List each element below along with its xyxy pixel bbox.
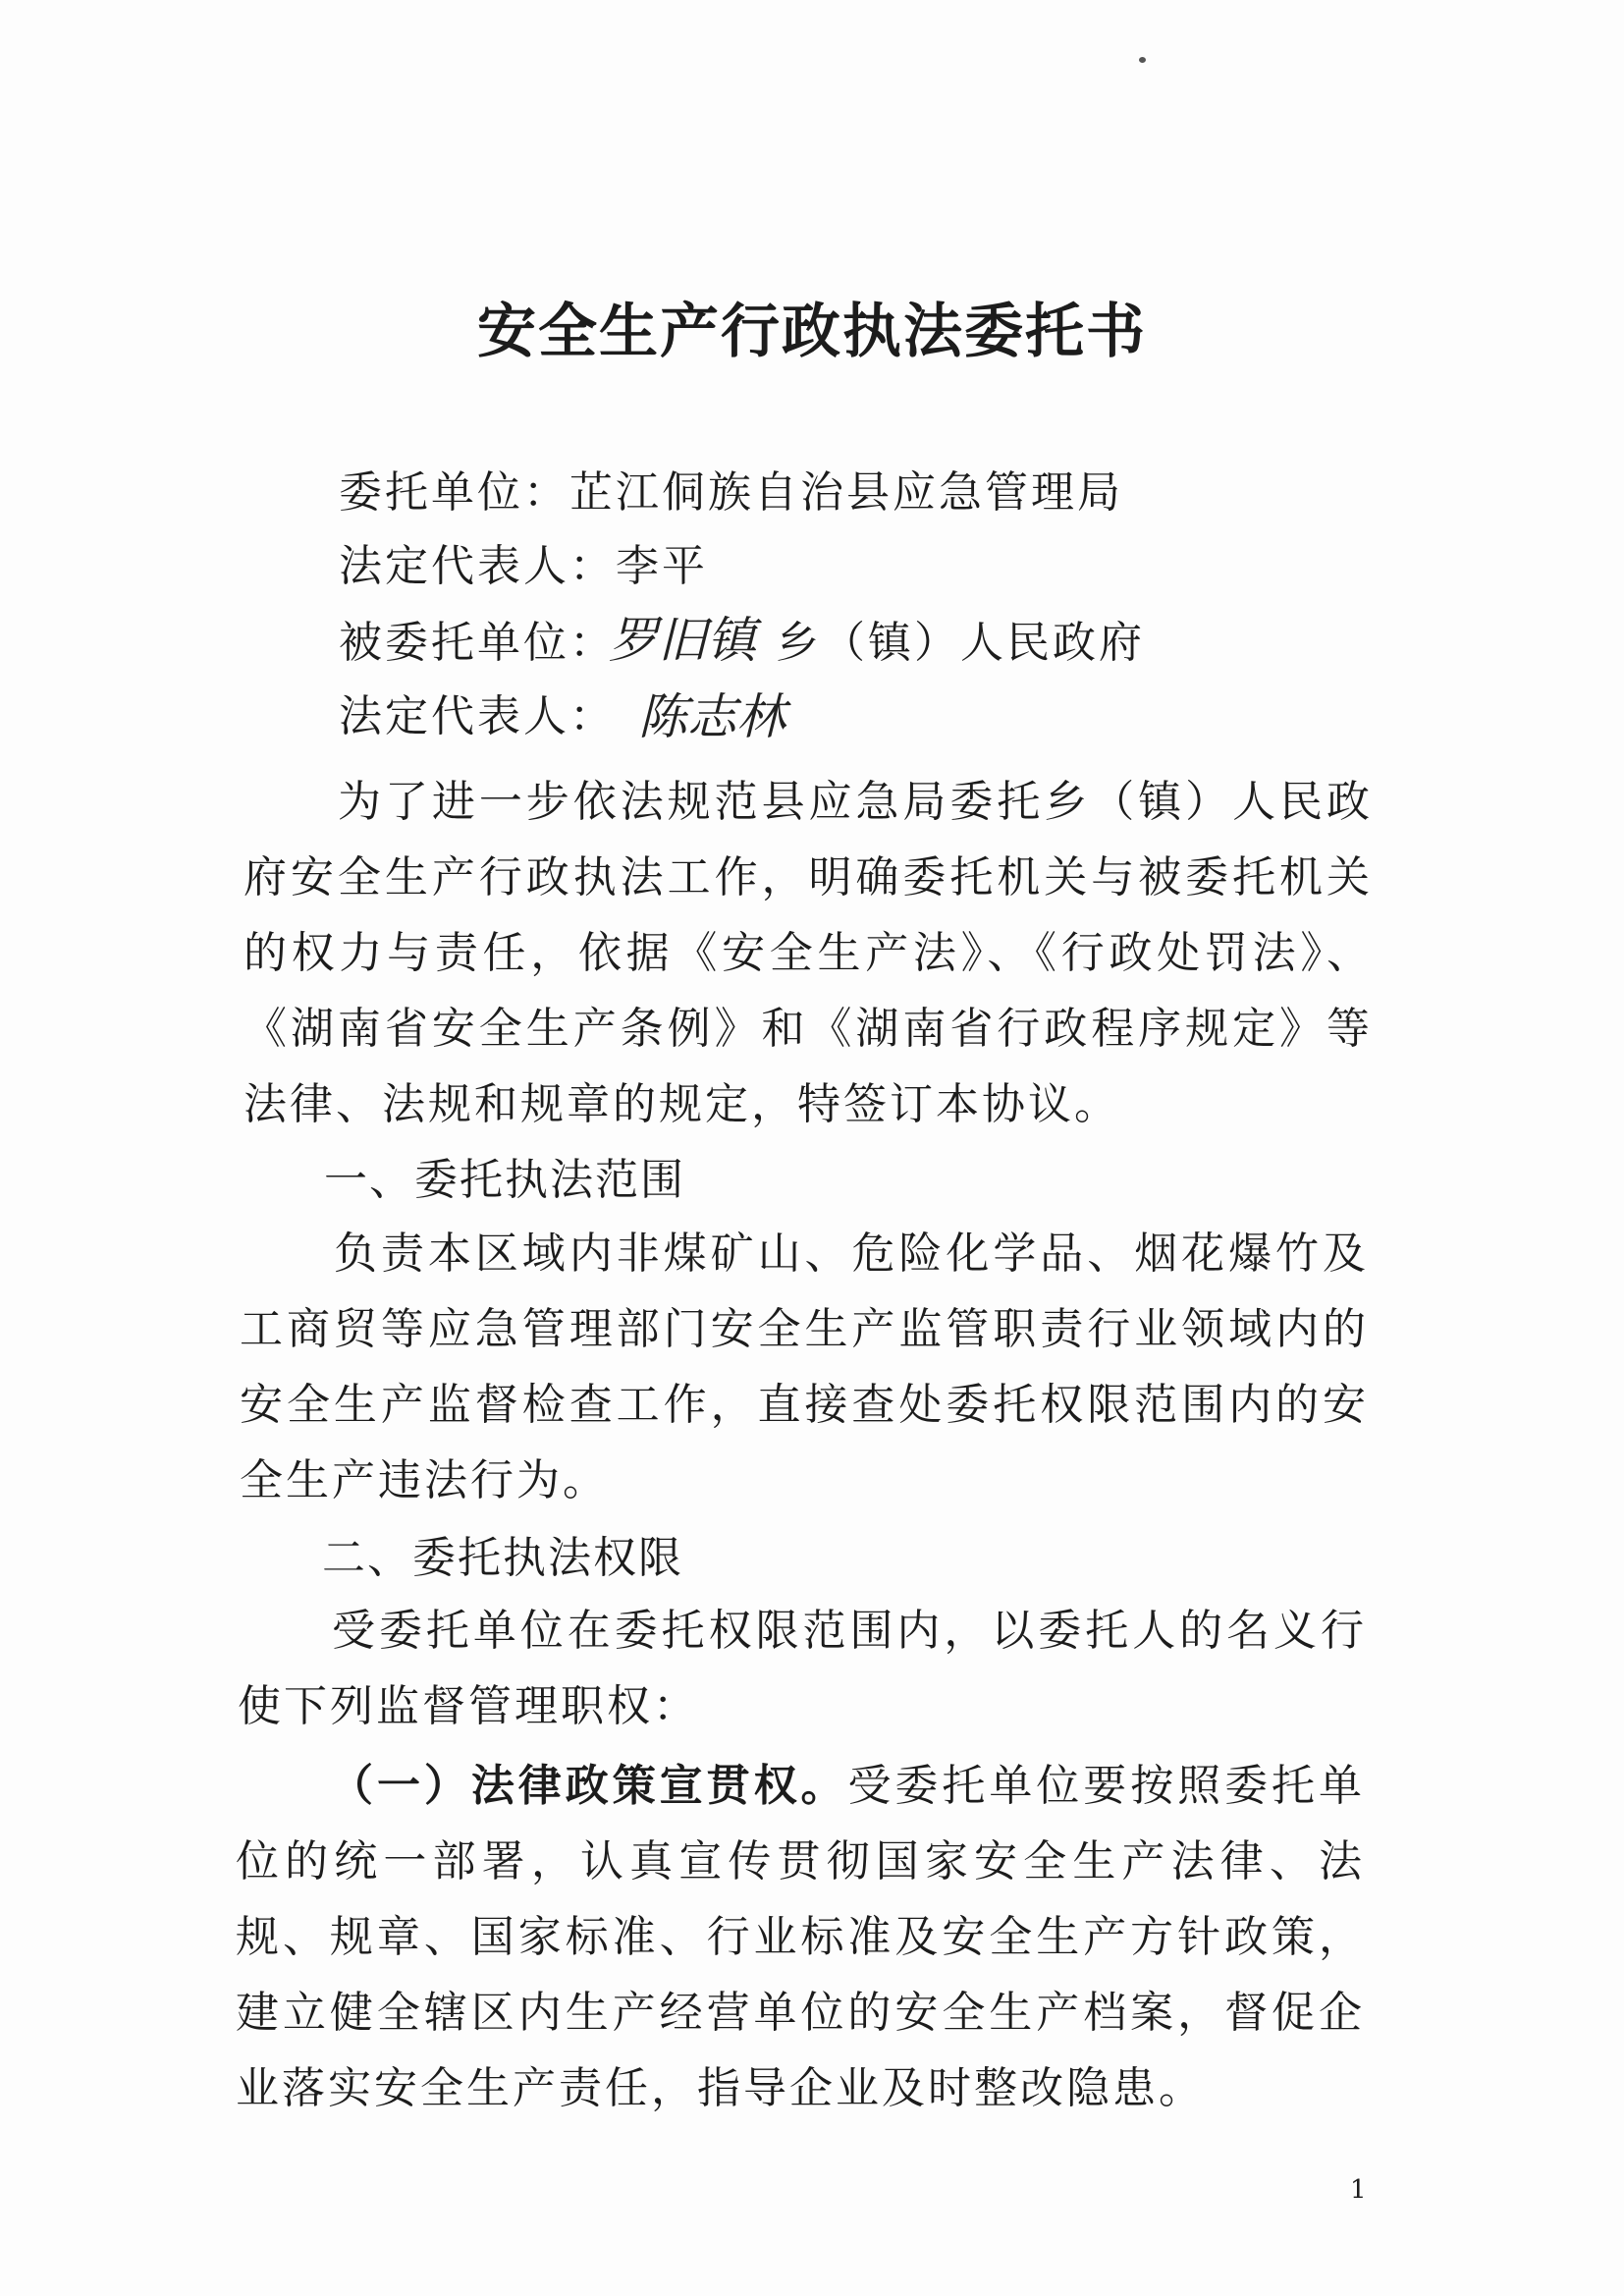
legal-rep-2-field	[339, 681, 616, 743]
entrusting-unit-field	[339, 457, 1123, 519]
legal-rep-1-field	[339, 530, 708, 593]
entrusted-unit-handwritten: 罗旧镇	[609, 612, 756, 669]
item1-text: 受委托单位要按照委托单位的统一部署，认真宣传贯彻国家安全生产法律、法规、规章、国家标准、行业标准及安全生产方针政策，建立健全辖区内生产经营单位的安全生产档案，督促企业落实安全生产责任，指导企业及时整改隐患。	[236, 1761, 1366, 2113]
legal-rep-2-handwritten: 陈志林	[638, 688, 785, 745]
entrusted-unit-suffix: 乡（镇）人民政府	[776, 618, 1145, 668]
intro-paragraph: 为了进一步依法规范县应急局委托乡（镇）人民政府安全生产行政执法工作，明确委托机关与被委托机关的权力与责任，依据《安全生产法》、《行政处罚法》、《湖南省安全生产条例》和《湖南省行政程序规定》等法律、法规和规章的规定，特签订本协议。	[244, 777, 1373, 1129]
legal-rep-2-label: 法定代表人：	[339, 691, 616, 741]
entrusting-unit-label: 委托单位：	[339, 467, 569, 518]
document-title: 安全生产行政执法委托书	[477, 298, 1147, 366]
entrusting-unit-value: 芷江侗族自治县应急管理局	[569, 467, 1123, 518]
legal-rep-1-value: 李平	[616, 541, 708, 591]
item1-lead: （一）法律政策宣贯权。	[330, 1761, 848, 1811]
page-number: 1	[1350, 2175, 1367, 2205]
entrusted-unit-field	[339, 607, 616, 670]
item1-paragraph	[236, 1748, 1365, 2126]
section1-paragraph: 负责本区域内非煤矿山、危险化学品、烟花爆竹及工商贸等应急管理部门安全生产监管职责行业领域内的安全生产监督检查工作，直接查处委托权限范围内的安全生产违法行为。	[240, 1229, 1369, 1505]
section2-paragraph: 受委托单位在委托权限范围内，以委托人的名义行使下列监督管理职权：	[238, 1606, 1367, 1731]
entrusted-unit-label: 被委托单位：	[339, 618, 616, 668]
section1-heading: 一、委托执法范围	[324, 1155, 685, 1205]
section2-heading: 二、委托执法权限	[322, 1533, 683, 1583]
scan-speck	[1139, 57, 1146, 63]
legal-rep-1-label: 法定代表人：	[339, 541, 616, 591]
